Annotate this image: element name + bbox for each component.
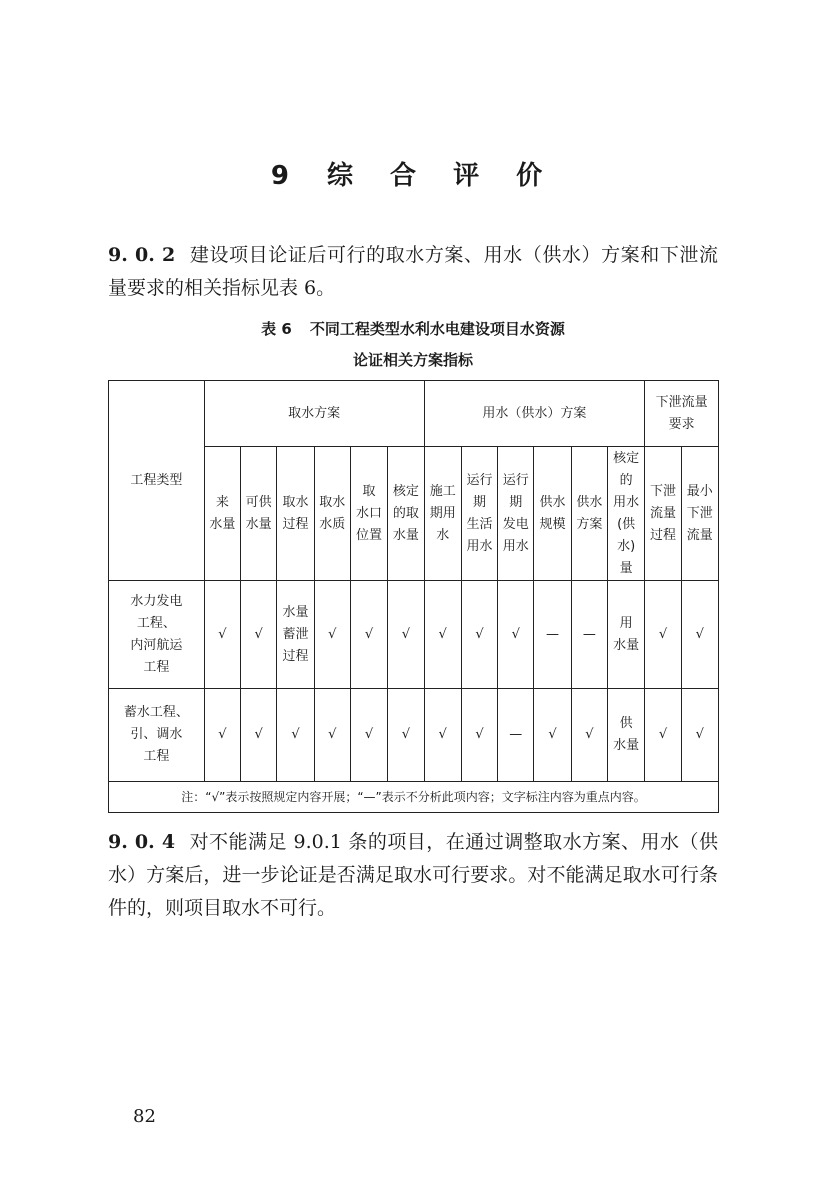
table-note-row (109, 782, 719, 813)
clause-number: 9. 0. 2 (108, 244, 176, 266)
column-header: 来 水量 (204, 447, 240, 581)
table-cell: √ (571, 689, 607, 782)
table-cell: √ (461, 581, 497, 689)
group-header: 取水方案 (204, 381, 424, 447)
table-cell: √ (681, 581, 718, 689)
table-cell: — (498, 689, 534, 782)
paragraph-text: 建设项目论证后可行的取水方案、用水（供水）方案和下泄流量要求的相关指标见表 6。 (108, 244, 718, 299)
table-number: 表 6 (261, 320, 292, 338)
table-cell: √ (314, 689, 350, 782)
table-caption (108, 318, 718, 339)
column-header: 核定 的取 水量 (388, 447, 424, 581)
type-header: 工程类型 (109, 381, 205, 581)
table-row (109, 689, 719, 782)
clause-number: 9. 0. 4 (108, 831, 176, 853)
column-header: 可供 水量 (241, 447, 277, 581)
column-header: 最小 下泄 流量 (681, 447, 718, 581)
row-type: 水力发电 工程、 内河航运 工程 (109, 581, 205, 689)
group-header: 用水（供水）方案 (424, 381, 645, 447)
row-type: 蓄水工程、 引、调水 工程 (109, 689, 205, 782)
table-cell: 供 水量 (607, 689, 644, 782)
column-header: 运行 期 生活 用水 (461, 447, 497, 581)
column-header: 核定 的 用水 (供水) 量 (607, 447, 644, 581)
table-cell: √ (681, 689, 718, 782)
column-header: 取 水口 位置 (350, 447, 387, 581)
table-cell: √ (424, 689, 461, 782)
column-header: 供水 方案 (571, 447, 607, 581)
table-cell: √ (277, 689, 314, 782)
table-cell: 水量 蓄泄 过程 (277, 581, 314, 689)
table-note: 注：“√”表示按照规定内容开展；“—”表示不分析此项内容；文字标注内容为重点内容。 (109, 782, 719, 813)
column-header: 运行 期 发电 用水 (498, 447, 534, 581)
page-number: 82 (133, 1106, 156, 1127)
header-row-groups (109, 381, 719, 447)
table-cell: √ (461, 689, 497, 782)
group-header: 下泄流量 要求 (645, 381, 719, 447)
table-cell: √ (350, 689, 387, 782)
table-cell: √ (388, 581, 424, 689)
column-header: 取水 过程 (277, 447, 314, 581)
table-cell: √ (241, 689, 277, 782)
paragraph-text: 对不能满足 9.0.1 条的项目，在通过调整取水方案、用水（供水）方案后，进一步论证是否满足取水可行要求。对不能满足取水可行条件的，则项目取水不可行。 (108, 831, 718, 919)
table-cell: √ (314, 581, 350, 689)
table-cell: √ (204, 581, 240, 689)
table-cell: √ (645, 689, 681, 782)
table-cell: — (534, 581, 571, 689)
table-cell: — (571, 581, 607, 689)
table-cell: √ (424, 581, 461, 689)
column-header: 供水 规模 (534, 447, 571, 581)
paragraph-9-0-2 (108, 239, 718, 305)
table-caption-line1: 不同工程类型水利水电建设项目水资源 (309, 320, 565, 338)
column-header: 取水 水质 (314, 447, 350, 581)
paragraph-9-0-4 (108, 826, 718, 925)
table-cell: √ (498, 581, 534, 689)
table-cell: 用 水量 (607, 581, 644, 689)
table-cell: √ (350, 581, 387, 689)
column-header: 施工 期用 水 (424, 447, 461, 581)
chapter-heading: 综 合 评 价 (326, 161, 557, 191)
table-cell: √ (241, 581, 277, 689)
table-row (109, 581, 719, 689)
chapter-title (0, 155, 827, 192)
table-cell: √ (645, 581, 681, 689)
table-cell: √ (204, 689, 240, 782)
indicator-table (108, 380, 719, 813)
chapter-number: 9 (270, 161, 293, 191)
table-cell: √ (534, 689, 571, 782)
table-cell: √ (388, 689, 424, 782)
column-header: 下泄 流量 过程 (645, 447, 681, 581)
table-caption-line2: 论证相关方案指标 (352, 351, 473, 369)
